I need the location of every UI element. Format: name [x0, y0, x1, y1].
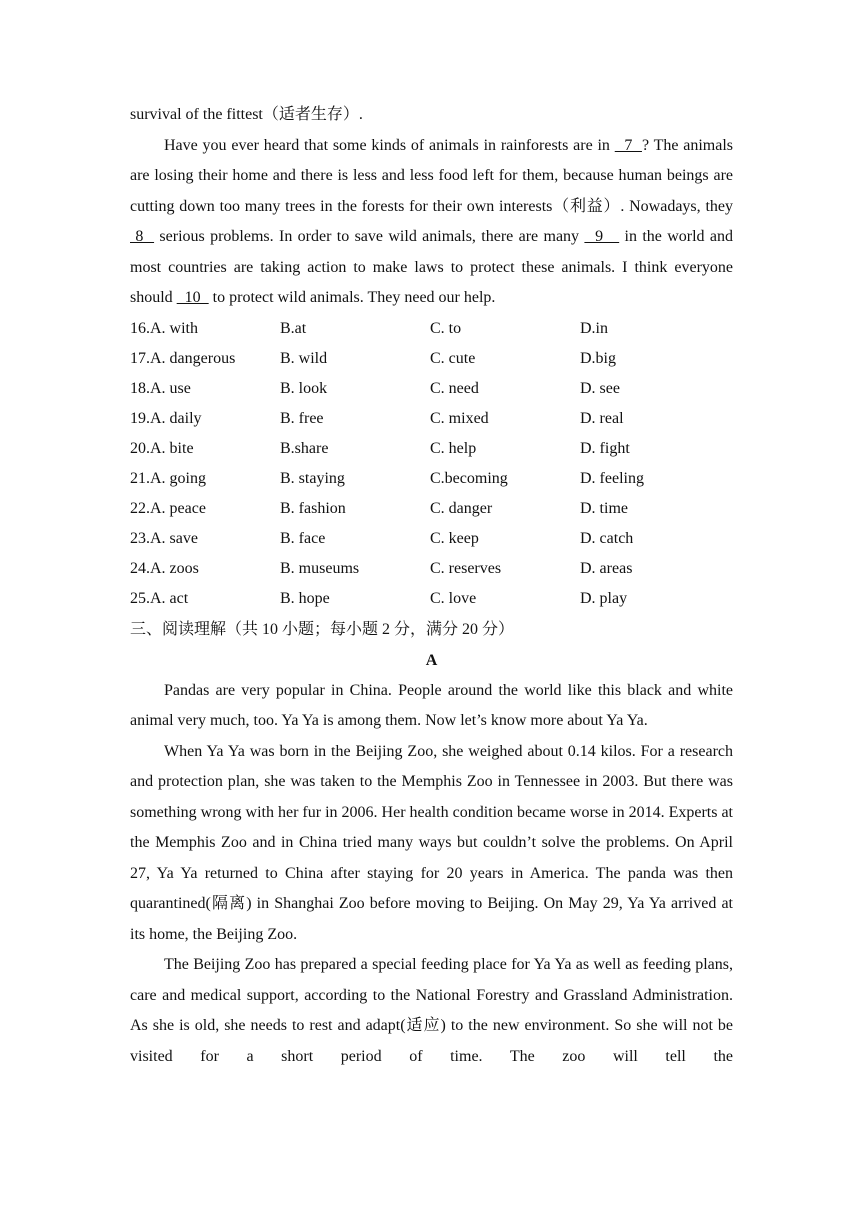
option-b: B. hope — [280, 589, 330, 607]
option-row — [130, 434, 733, 464]
option-row — [130, 314, 733, 344]
option-c: C. need — [430, 379, 479, 397]
option-row — [130, 404, 733, 434]
option-d: D. areas — [580, 559, 633, 577]
passage-paragraph: Pandas are very popular in China. People around the world like this black and white animal very much, too. Ya Ya is among them. Now let’s know more about Ya Ya. — [130, 681, 733, 729]
option-b: B. face — [280, 529, 326, 547]
option-d: D. time — [580, 499, 628, 517]
blank-10: 10 — [176, 289, 209, 306]
blank-7: 7 — [614, 136, 642, 154]
option-a: 17.A. dangerous — [130, 349, 236, 367]
option-c: C. danger — [430, 499, 493, 517]
option-c: C. to — [430, 319, 462, 337]
option-row — [130, 464, 733, 494]
passage-title: A — [425, 651, 438, 669]
option-b: B. free — [280, 409, 324, 427]
cloze-text: to protect wild animals. They need our help. — [208, 289, 496, 306]
option-row — [130, 584, 733, 614]
option-b: B.at — [280, 319, 307, 337]
option-d: D. feeling — [580, 469, 644, 487]
option-a: 21.A. going — [130, 469, 206, 487]
option-c: C. reserves — [430, 559, 502, 577]
option-d: D. real — [580, 409, 624, 427]
option-c: C. help — [430, 439, 477, 457]
cloze-text: Have you ever heard that some kinds of animals in rainforests are in — [164, 136, 615, 154]
option-row — [130, 494, 733, 524]
option-a: 25.A. act — [130, 589, 189, 607]
option-c: C. love — [430, 589, 477, 607]
option-c: C.becoming — [430, 469, 508, 487]
section-heading: 三、阅读理解（共 10 小题；每小题 2 分，满分 20 分） — [130, 620, 515, 638]
option-d: D. fight — [580, 439, 630, 457]
option-row — [130, 524, 733, 554]
option-b: B. fashion — [280, 499, 346, 517]
blank-8: 8 — [130, 228, 155, 245]
option-b: B. staying — [280, 469, 345, 487]
option-a: 22.A. peace — [130, 499, 206, 517]
option-a: 23.A. save — [130, 529, 198, 547]
intro-line: survival of the fittest（适者生存）. — [130, 106, 363, 123]
cloze-text: serious problems. In order to save wild animals, there are many — [154, 228, 585, 245]
passage-paragraph: When Ya Ya was born in the Beijing Zoo, she weighed about 0.14 kilos. For a research and protection plan, she was taken to the Memphis Zoo in Tennessee in 2003. But there was something wrong with her fur in 2006. Her health condition became worse in 2014. Experts at the Memphis Zoo and in China tried many ways but couldn’t solve the problems. On April 27, Ya Ya returned to China after staying for 20 years in America. The panda was then quarantined(隔离) in Shanghai Zoo before moving to Beijing. On May 29, Ya Ya arrived at its home, the Beijing Zoo. — [130, 742, 733, 943]
option-c: C. keep — [430, 529, 479, 547]
option-row — [130, 344, 733, 374]
option-a: 18.A. use — [130, 379, 191, 397]
option-b: B. wild — [280, 349, 328, 367]
cloze-text: in the world and most countries are taking action to make laws to protect these animals. I think everyone should — [130, 228, 734, 306]
option-b: B.share — [280, 439, 329, 457]
option-d: D. see — [580, 379, 620, 397]
option-a: 19.A. daily — [130, 409, 202, 427]
option-b: B. look — [280, 379, 328, 397]
cloze-text: ? The animals are losing their home and there is less and less food left for them, because human beings are cutting down too many trees in the forests for their own interests（利益）. Nowadays, they — [130, 136, 734, 215]
passage-paragraph: The Beijing Zoo has prepared a special feeding place for Ya Ya as well as feeding plans, care and medical support, according to the National Forestry and Grassland Administration. As she is old, she needs to rest and adapt(适应) to the new environment. So she will not be visited for a short period of time. The zoo will tell the — [130, 956, 733, 1065]
option-a: 16.A. with — [130, 319, 198, 337]
option-row — [130, 554, 733, 584]
option-b: B. museums — [280, 559, 360, 577]
cloze-paragraph — [130, 131, 733, 314]
blank-9: 9 — [584, 228, 620, 245]
option-d: D. play — [580, 589, 628, 607]
options-list — [130, 314, 733, 614]
option-d: D.big — [580, 349, 616, 367]
option-row — [130, 374, 733, 404]
option-a: 20.A. bite — [130, 439, 194, 457]
document-page — [130, 100, 733, 1103]
option-c: C. mixed — [430, 409, 489, 427]
option-d: D. catch — [580, 529, 634, 547]
option-d: D.in — [580, 319, 608, 337]
option-c: C. cute — [430, 349, 476, 367]
option-a: 24.A. zoos — [130, 559, 199, 577]
